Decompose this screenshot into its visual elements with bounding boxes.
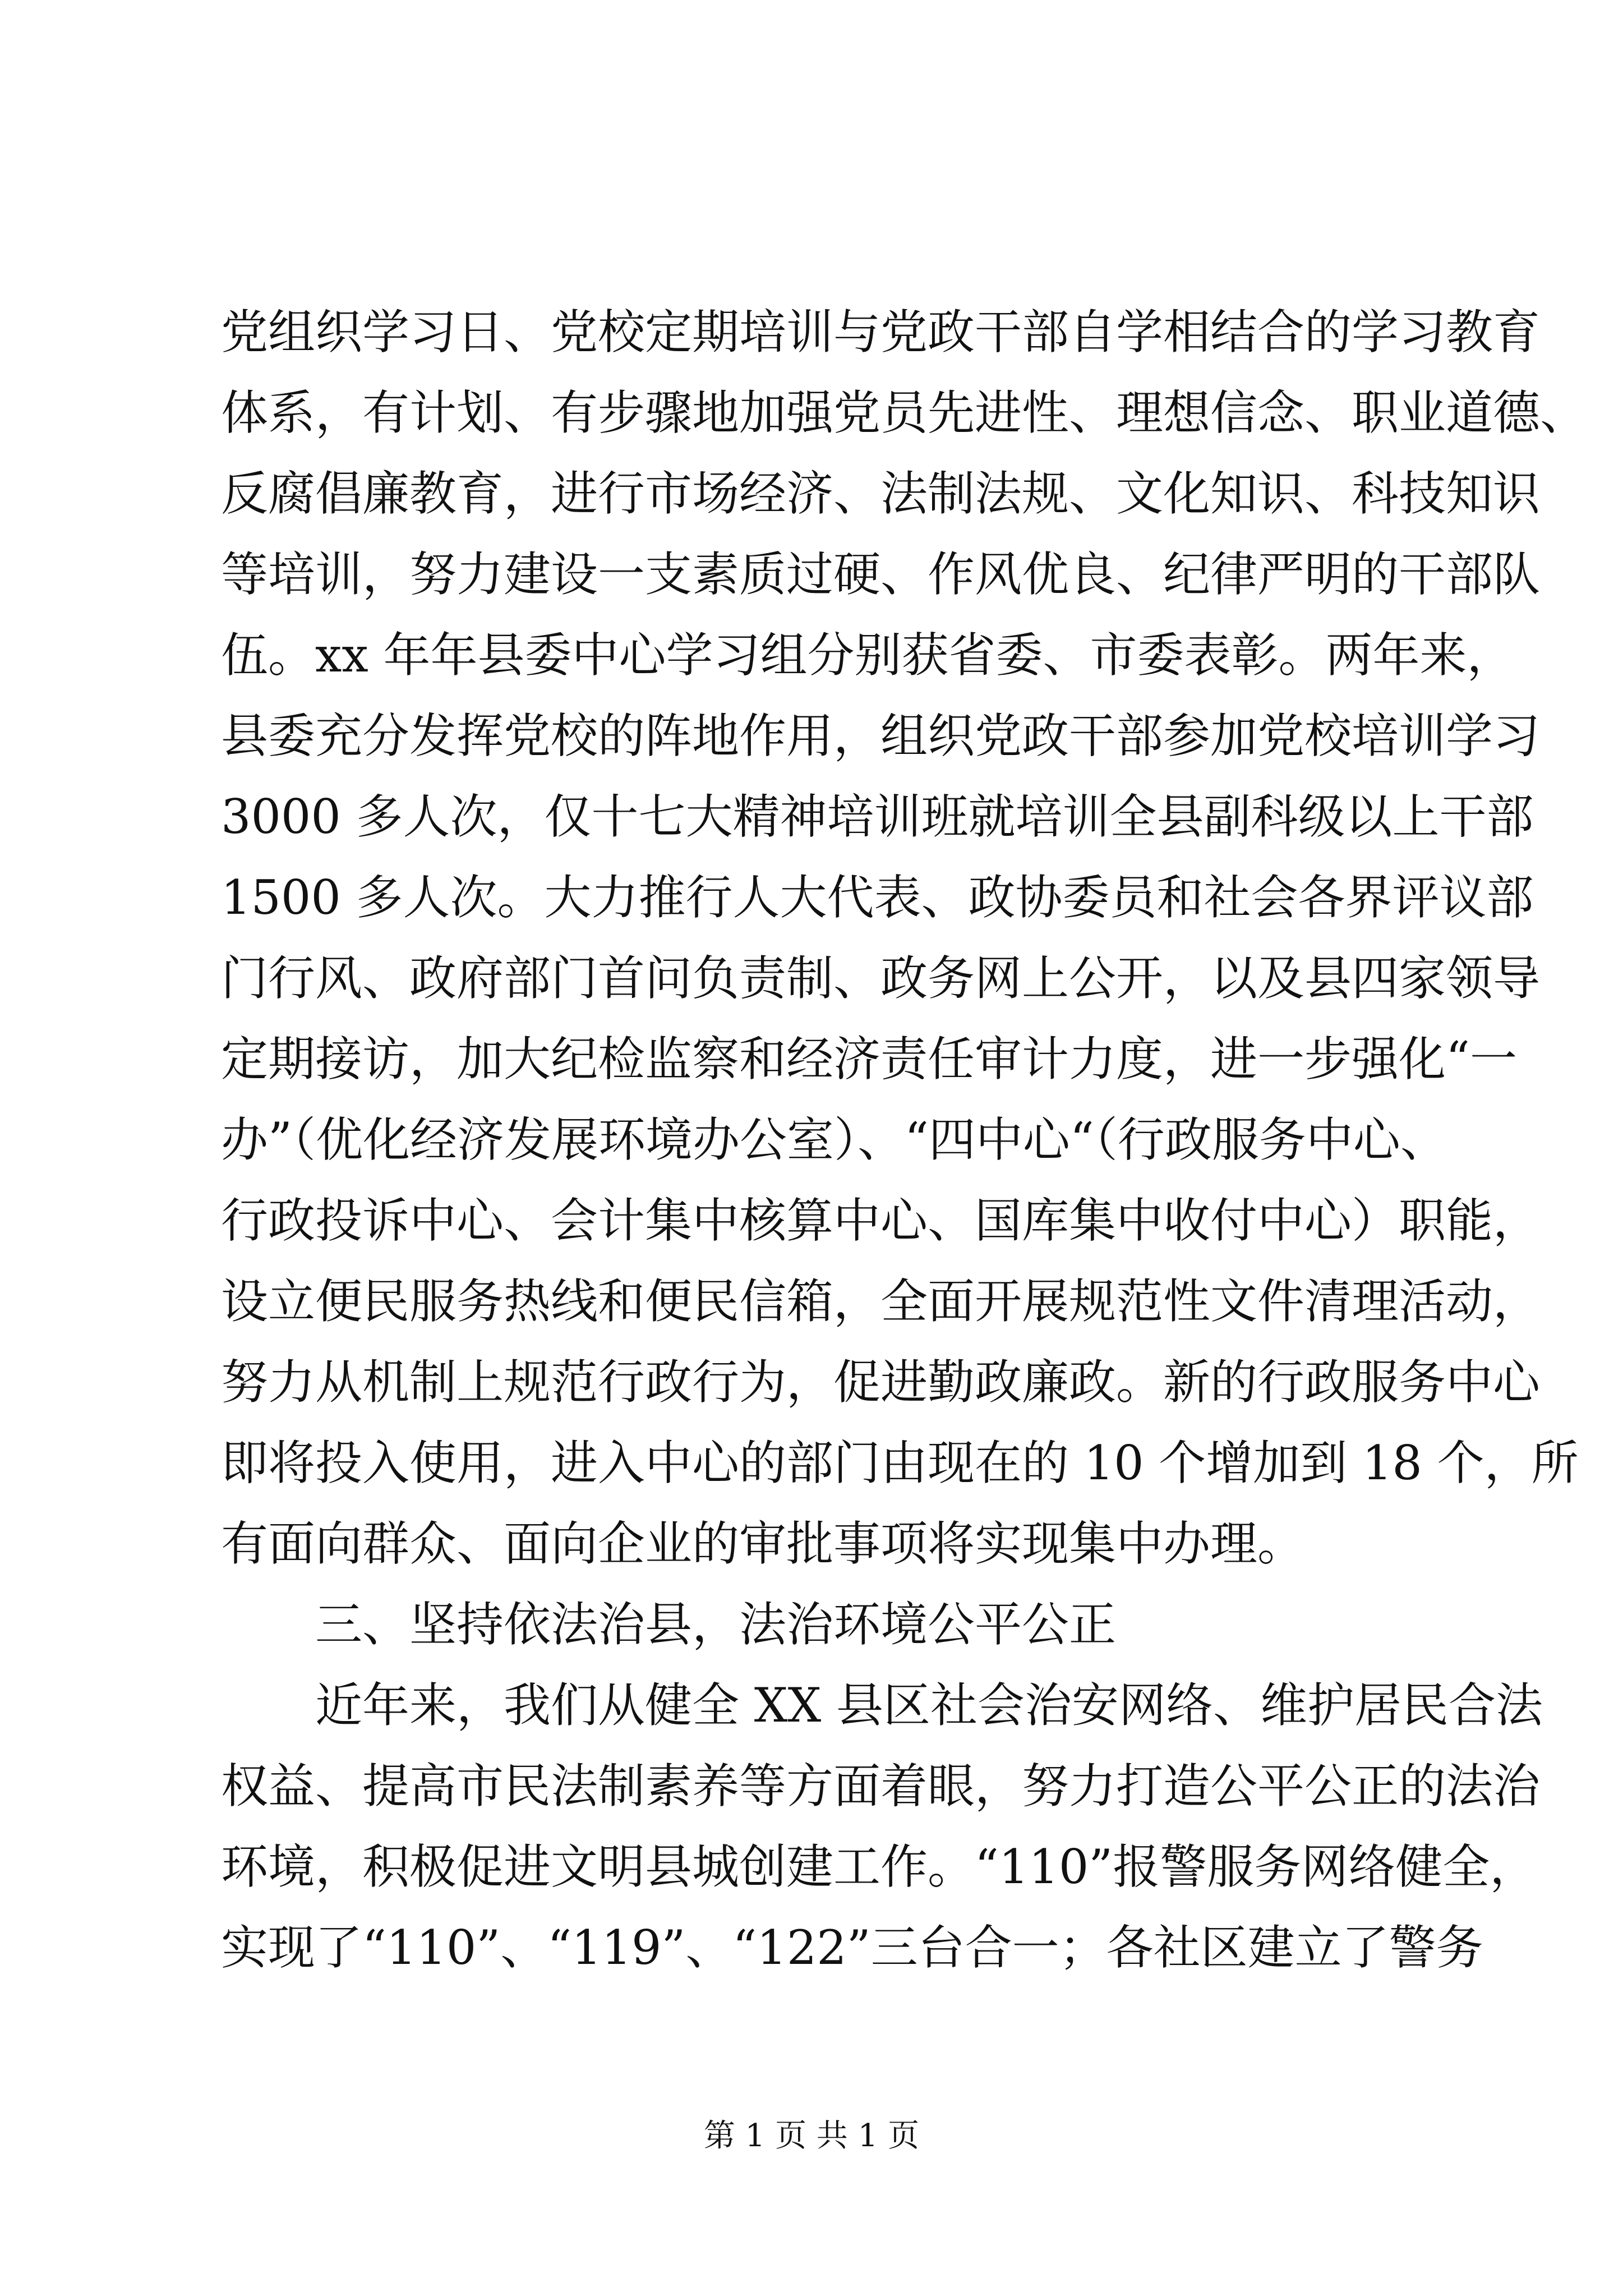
text-line: 设立便民服务热线和便民信箱，全面开展规范性文件清理活动， [221, 1274, 1541, 1329]
text-line: 3000 多人次，仅十七大精神培训班就培训全县副科级以上干部 [221, 789, 1534, 844]
text-line: 定期接访，加大纪检监察和经济责任审计力度，进一步强化“一 [221, 1032, 1517, 1087]
text-line: 近年来，我们从健全 XX 县区社会治安网络、维护居民合法 [315, 1678, 1543, 1733]
text-line: 环境，积极促进文明县城创建工作。“110”报警服务网络健全， [221, 1839, 1537, 1894]
text-line: 努力从机制上规范行政行为，促进勤政廉政。新的行政服务中心 [221, 1355, 1541, 1410]
page-footer [0, 2114, 1623, 2159]
text-line: 行政投诉中心、会计集中核算中心、国库集中收付中心）职能， [221, 1193, 1541, 1248]
text-line: 门行风、政府部门首问负责制、政务网上公开，以及县四家领导 [221, 951, 1541, 1006]
text-line: 权益、提高市民法制素养等方面着眼，努力打造公平公正的法治 [221, 1759, 1541, 1814]
text-line: 等培训，努力建设一支素质过硬、作风优良、纪律严明的干部队 [221, 547, 1541, 602]
text-line: 即将投入使用，进入中心的部门由现在的 10 个增加到 18 个，所 [221, 1435, 1579, 1490]
text-line: 党组织学习日、党校定期培训与党政干部自学相结合的学习教育 [221, 305, 1541, 360]
section-heading: 三、坚持依法治县，法治环境公平公正 [315, 1597, 1117, 1652]
text-line: 反腐倡廉教育，进行市场经济、法制法规、文化知识、科技知识 [221, 466, 1541, 521]
text-line: 实现了“110”、“119”、“122”三台合一；各社区建立了警务 [221, 1920, 1483, 1975]
body-text [221, 292, 1588, 1988]
text-line: 伍。xx 年年县委中心学习组分别获省委、市委表彰。两年来， [221, 628, 1514, 683]
text-line: 县委充分发挥党校的阵地作用，组织党政干部参加党校培训学习 [221, 708, 1541, 763]
text-line: 1500 多人次。大力推行人大代表、政协委员和社会各界评议部 [221, 870, 1534, 925]
text-line: 办”（优化经济发展环境办公室）、“四中心“（行政服务中心、 [221, 1112, 1447, 1167]
text-line: 有面向群众、面向企业的审批事项将实现集中办理。 [221, 1516, 1305, 1571]
page-number: 第 1 页 共 1 页 [703, 2118, 920, 2154]
text-line: 体系，有计划、有步骤地加强党员先进性、理想信念、职业道德、 [221, 385, 1588, 440]
